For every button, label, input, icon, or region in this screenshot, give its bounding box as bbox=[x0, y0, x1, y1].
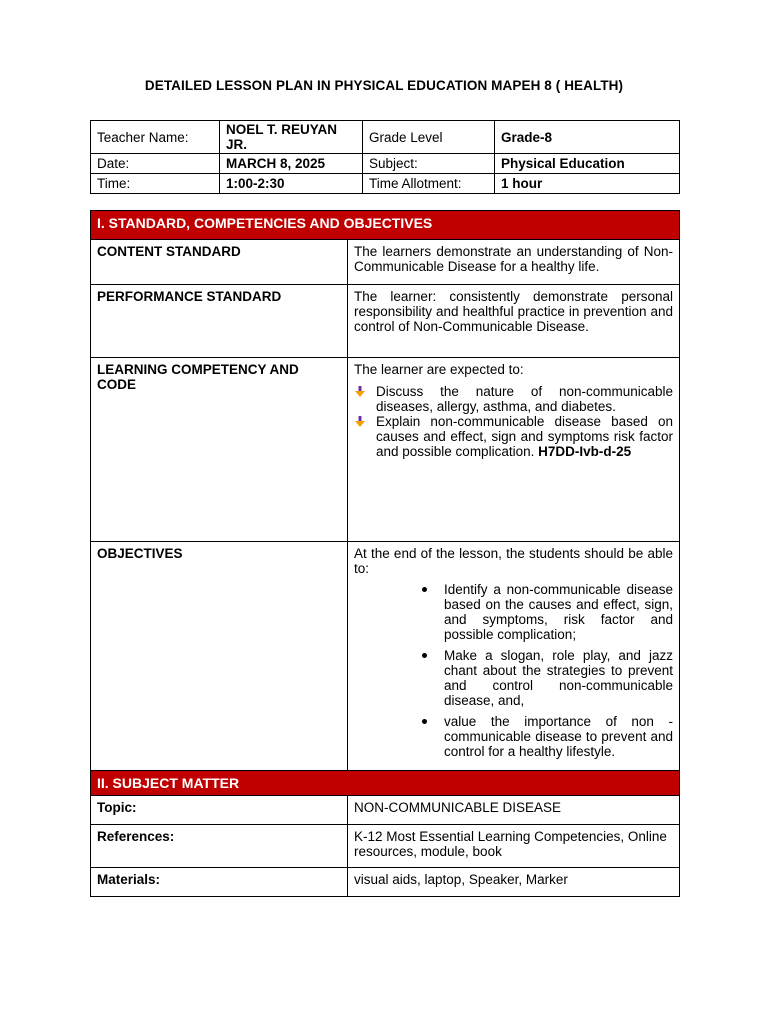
date-label: Date: bbox=[91, 154, 220, 174]
materials-label: Materials: bbox=[91, 868, 348, 897]
info-row-teacher bbox=[91, 121, 680, 154]
bullet-dot-icon bbox=[422, 587, 427, 592]
row-performance-standard bbox=[91, 285, 680, 358]
objectives-list bbox=[354, 582, 673, 759]
teacher-label: Teacher Name: bbox=[91, 121, 220, 154]
competency-cell bbox=[348, 358, 680, 542]
document-title: DETAILED LESSON PLAN IN PHYSICAL EDUCATION MAPEH 8 ( HEALTH) bbox=[144, 78, 624, 93]
arrow-bullet-icon bbox=[354, 386, 366, 398]
section-standards-header-row bbox=[91, 211, 680, 240]
info-row-date bbox=[91, 154, 680, 174]
competency-code: H7DD-Ivb-d-25 bbox=[534, 444, 632, 459]
topic-label: Topic: bbox=[91, 796, 348, 825]
time-value: 1:00-2:30 bbox=[220, 174, 363, 194]
teacher-value: NOEL T. REUYAN JR. bbox=[220, 121, 363, 154]
materials-value: visual aids, laptop, Speaker, Marker bbox=[348, 868, 680, 897]
section-subject-header: II. SUBJECT MATTER bbox=[91, 771, 680, 796]
section-standards-header: I. STANDARD, COMPETENCIES AND OBJECTIVES bbox=[91, 211, 680, 240]
objectives-label: OBJECTIVES bbox=[91, 542, 348, 771]
subject-value: Physical Education bbox=[495, 154, 680, 174]
lesson-plan-table bbox=[90, 210, 680, 897]
performance-standard-text: The learner: consistently demonstrate personal responsibility and healthful practice in prevention and control of Non-Communicable Disease. bbox=[348, 285, 680, 358]
objective-item-3: value the importance of non - communicable disease to prevent and control for a healthy lifestyle. bbox=[444, 714, 674, 759]
date-value: MARCH 8, 2025 bbox=[220, 154, 363, 174]
row-learning-competency bbox=[91, 358, 680, 542]
time-label: Time: bbox=[91, 174, 220, 194]
performance-standard-label: PERFORMANCE STANDARD bbox=[91, 285, 348, 358]
bullet-dot-icon bbox=[422, 653, 427, 658]
bullet-dot-icon bbox=[422, 719, 427, 724]
competency-label: LEARNING COMPETENCY AND CODE bbox=[91, 358, 348, 542]
objective-item-1: Identify a non-communicable disease based on the causes and effect, sign, and symptoms, risk factor and possible complication; bbox=[444, 582, 674, 642]
grade-value: Grade-8 bbox=[495, 121, 680, 154]
competency-item-1: Discuss the nature of non-communicable diseases, allergy, asthma, and diabetes. bbox=[376, 384, 674, 414]
section-subject-header-row bbox=[91, 771, 680, 796]
competency-item-2: Explain non-communicable disease based on causes and effect, sign and symptoms risk factor and possible complication. bbox=[376, 414, 674, 459]
row-references bbox=[91, 825, 680, 868]
objectives-cell bbox=[348, 542, 680, 771]
subject-label: Subject: bbox=[363, 154, 495, 174]
content-standard-label: CONTENT STANDARD bbox=[91, 240, 348, 285]
topic-value: NON-COMMUNICABLE DISEASE bbox=[348, 796, 680, 825]
content-standard-text: The learners demonstrate an understanding of Non- Communicable Disease for a healthy life. bbox=[348, 240, 680, 285]
list-item bbox=[444, 648, 673, 708]
competency-list bbox=[354, 384, 673, 459]
references-label: References: bbox=[91, 825, 348, 868]
grade-label: Grade Level bbox=[363, 121, 495, 154]
allotment-value: 1 hour bbox=[495, 174, 680, 194]
row-topic bbox=[91, 796, 680, 825]
references-value: K-12 Most Essential Learning Competencies, Online resources, module, book bbox=[348, 825, 680, 868]
list-item bbox=[376, 414, 673, 459]
row-content-standard bbox=[91, 240, 680, 285]
arrow-bullet-icon bbox=[354, 416, 366, 428]
objectives-intro: At the end of the lesson, the students should be able to: bbox=[354, 546, 674, 576]
info-row-time bbox=[91, 174, 680, 194]
competency-intro: The learner are expected to: bbox=[354, 362, 524, 377]
row-objectives bbox=[91, 542, 680, 771]
list-item bbox=[444, 714, 673, 759]
allotment-label: Time Allotment: bbox=[363, 174, 495, 194]
objective-item-2: Make a slogan, role play, and jazz chant about the strategies to prevent and control non-communicable disease, and, bbox=[444, 648, 674, 708]
list-item bbox=[376, 384, 673, 414]
lesson-info-table bbox=[90, 120, 680, 194]
list-item bbox=[444, 582, 673, 642]
row-materials bbox=[91, 868, 680, 897]
